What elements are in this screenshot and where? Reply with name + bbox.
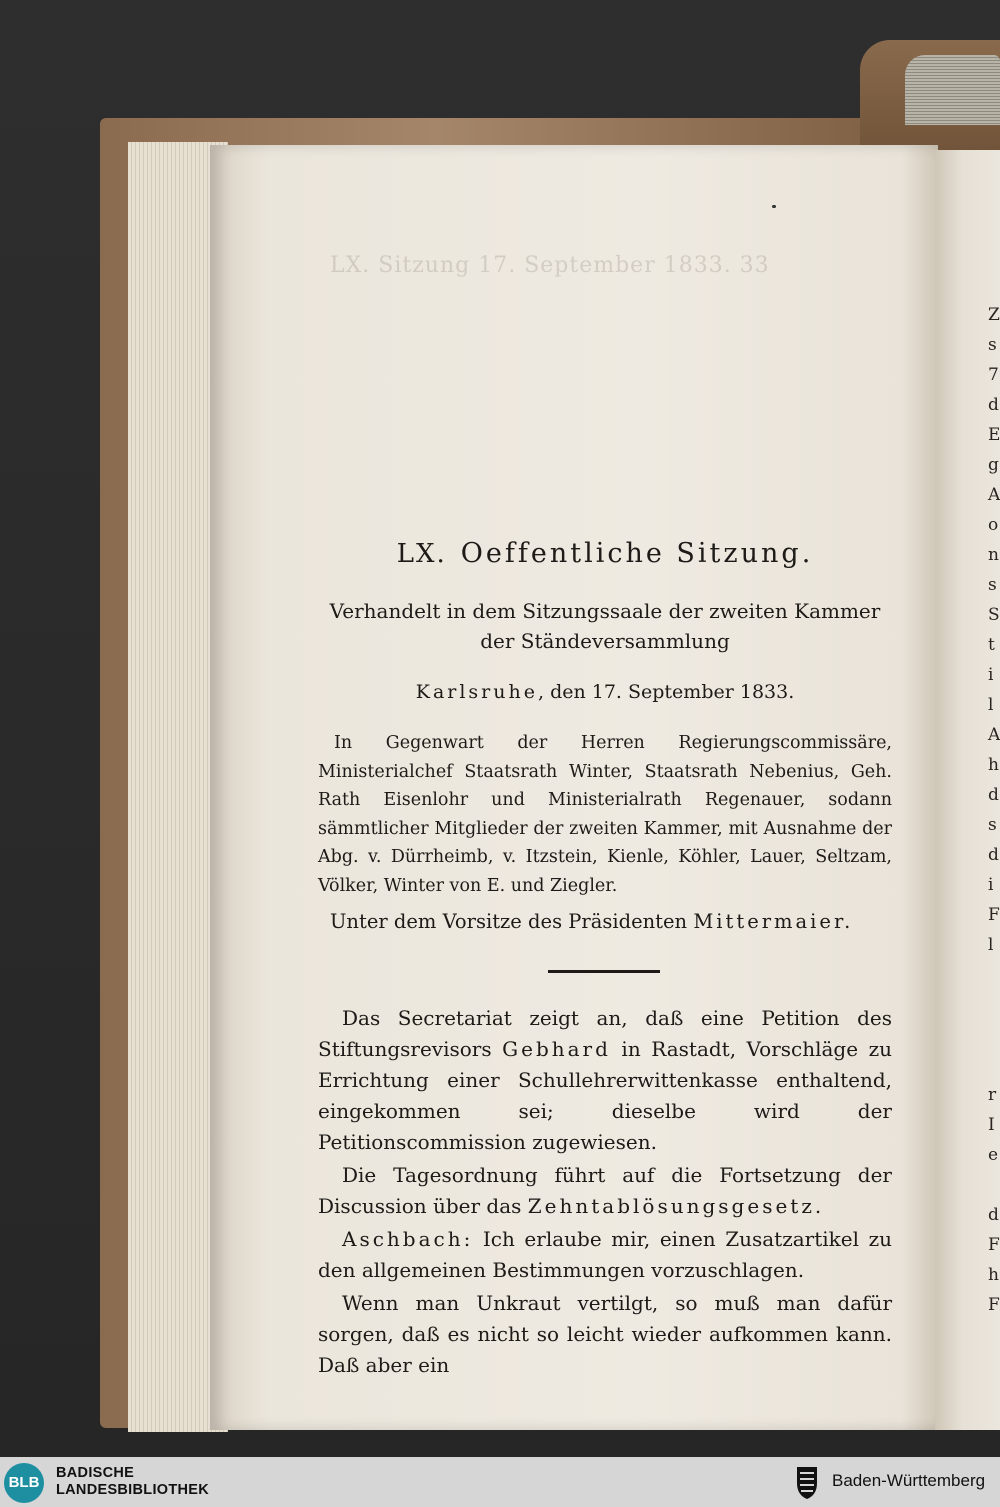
ink-spot (772, 205, 776, 208)
margin-letter: Z (988, 305, 1000, 325)
footer-bar (0, 1457, 1000, 1507)
blb-logo[interactable]: BLB (4, 1463, 44, 1503)
right-page-block (905, 55, 1000, 125)
paragraph-text: Das Secretariat zeigt an, daß eine Petition des Stiftungsrevisors (318, 1006, 892, 1061)
margin-letter (988, 1170, 1000, 1200)
dateline (318, 681, 892, 703)
presence-paragraph: In Gegenwart der Herren Regierungscommissäre, Ministerialchef Staatsrath Winter, Staatsrath Nebenius, Geh. Rath Eisenlohr und Ministerialrath Regenauer, sodann sämmtlicher Mitglieder der zweiten Kammer, mit Ausnahme der Abg. v. Dürrheimb, v. Itzstein, Kienle, Köhler, Lauer, Seltzam, Völker, Winter von E. und Ziegler. (318, 733, 892, 896)
law-name: Zehntablösungsgesetz. (527, 1194, 825, 1218)
margin-letter: F (988, 905, 1000, 925)
show-through-header: LX. Sitzung 17. September 1833. 33 (330, 253, 770, 278)
library-name-line1: BADISCHE (56, 1465, 135, 1481)
state-name[interactable]: Baden-Württemberg (832, 1471, 986, 1490)
margin-letter: l (988, 695, 994, 715)
sitting-title (318, 538, 892, 569)
sitting-heading: Oeffentliche Sitzung. (460, 538, 814, 569)
coat-of-arms-icon (792, 1463, 822, 1501)
paragraph-text: in Rastadt, Vorschläge zu Errichtung einer Schullehrerwittenkasse enthaltend, eingekommen sei; dieselbe wird der Petitionscommission zugewiesen. (318, 1037, 892, 1154)
paragraph-text: Ich erlaube mir, einen Zusatzartikel zu den allgemeinen Bestimmungen vorzuschlagen. (318, 1227, 892, 1282)
margin-letter: s (988, 335, 997, 355)
margin-letter (988, 990, 1000, 1020)
margin-letter: i (988, 875, 994, 895)
library-name-line2: LANDESBIBLIOTHEK (56, 1482, 210, 1498)
margin-letter: n (988, 545, 999, 565)
margin-letter (988, 1020, 1000, 1050)
paragraph-aschbach (318, 1224, 892, 1286)
paragraph-petition (318, 1003, 892, 1158)
margin-letter: I (988, 1115, 995, 1135)
sitting-subtitle: Verhandelt in dem Sitzungssaale der zweiten Kammer der Ständeversammlung (329, 599, 881, 653)
margin-letter (988, 1050, 1000, 1080)
show-through-text (320, 250, 890, 301)
petitioner-name: Gebhard (502, 1037, 611, 1061)
margin-letter: d (988, 1205, 999, 1225)
margin-letter: A (988, 485, 1000, 505)
library-name[interactable] (56, 1465, 209, 1499)
margin-letter: o (988, 515, 999, 535)
margin-letter: d (988, 785, 999, 805)
margin-letter: F (988, 1235, 1000, 1255)
margin-letter: h (988, 1265, 999, 1285)
paragraph-unkraut: Wenn man Unkraut vertilgt, so muß man dafür sorgen, daß es nicht so leicht wieder aufkommen kann. Daß aber ein (318, 1291, 892, 1377)
margin-letter: e (988, 1145, 999, 1165)
margin-letter: d (988, 845, 999, 865)
margin-letter: E (988, 425, 1000, 445)
margin-letter: d (988, 395, 999, 415)
margin-letter: 7 (988, 365, 999, 385)
margin-letter: A (988, 725, 1000, 745)
right-page-margin-letters (988, 300, 1000, 1320)
chair-line (318, 910, 892, 933)
margin-letter: s (988, 815, 997, 835)
section-rule (548, 970, 660, 973)
body-text (318, 1003, 892, 1383)
date: , den 17. September 1833. (537, 681, 795, 703)
margin-letter: s (988, 575, 997, 595)
margin-letter: r (988, 1085, 997, 1105)
paragraph-agenda (318, 1160, 892, 1222)
margin-letter: l (988, 935, 994, 955)
president-name: Mittermaier. (693, 910, 854, 933)
margin-letter: i (988, 665, 994, 685)
sitting-number: LX. (396, 539, 447, 569)
place: Karlsruhe (415, 681, 538, 703)
margin-letter: S (988, 605, 1000, 625)
paragraph-text: Die Tagesordnung führt auf die Fortsetzung der Discussion über das (318, 1163, 892, 1218)
margin-letter: F (988, 1295, 1000, 1315)
margin-letter: g (988, 455, 999, 475)
margin-letter (988, 960, 1000, 990)
margin-letter: h (988, 755, 999, 775)
margin-letter: t (988, 635, 995, 655)
speaker-name: Aschbach: (342, 1227, 474, 1251)
chair-prefix: Unter dem Vorsitze des Präsidenten (330, 910, 694, 933)
